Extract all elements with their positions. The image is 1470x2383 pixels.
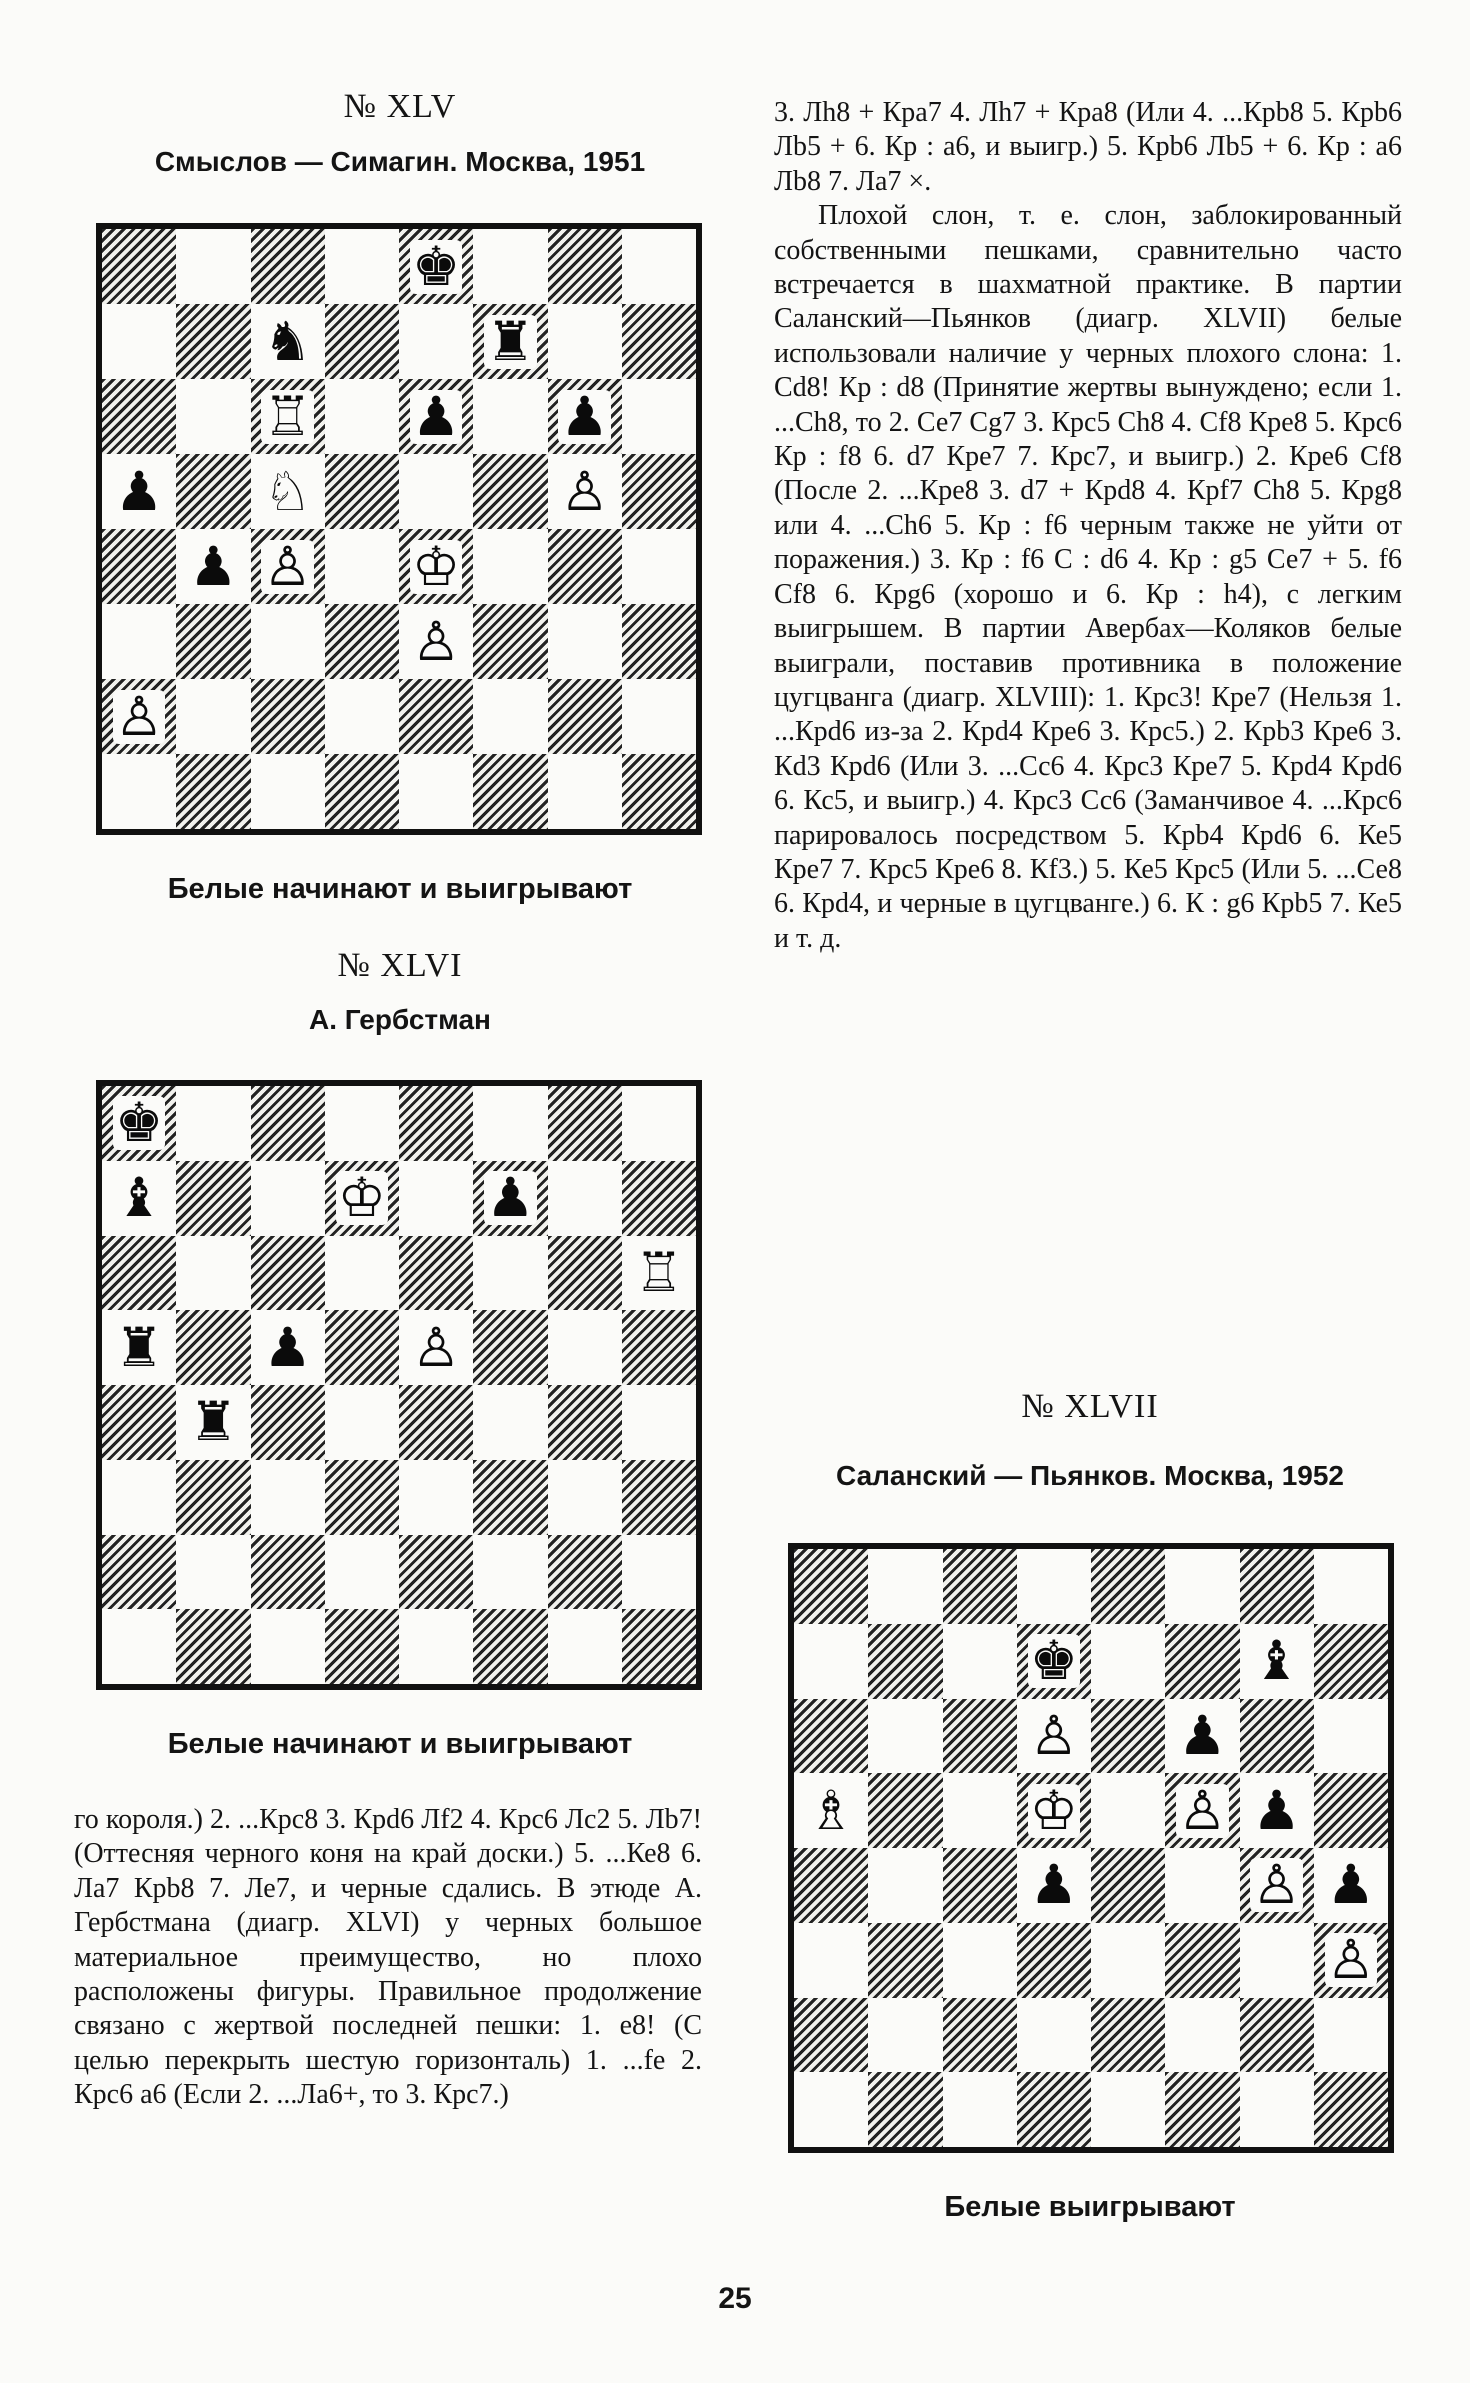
white-bishop-icon: ♗ — [806, 1778, 856, 1842]
square-c5 — [251, 1310, 325, 1385]
square-d7 — [1017, 1624, 1091, 1699]
square-g2 — [548, 679, 622, 754]
square-c2 — [251, 679, 325, 754]
square-f7 — [473, 1161, 547, 1236]
square-e1 — [399, 1609, 473, 1684]
black-pawn-icon: ♟ — [189, 534, 238, 598]
white-pawn-icon: ♙ — [1178, 1778, 1227, 1842]
square-a5 — [794, 1773, 868, 1848]
square-g5 — [548, 1310, 622, 1385]
square-f3 — [473, 604, 547, 679]
white-knight-icon: ♘ — [263, 459, 312, 523]
black-rook-icon: ♜ — [486, 309, 535, 373]
square-b3 — [176, 604, 250, 679]
black-knight-icon: ♞ — [263, 309, 312, 373]
square-a2 — [794, 1998, 868, 2073]
square-b7 — [176, 304, 250, 379]
square-e8 — [1091, 1549, 1165, 1624]
diagram-45-players: Смыслов — Симагин. Москва, 1951 — [154, 146, 646, 177]
black-pawn-icon: ♟ — [1029, 1853, 1079, 1917]
square-g6 — [1240, 1699, 1314, 1774]
diagram-45-caption: Белые начинают и выигрывают — [167, 873, 633, 905]
square-f5 — [473, 1310, 547, 1385]
square-a7 — [794, 1624, 868, 1699]
diagram-47-caption: Белые выигрывают — [944, 2191, 1236, 2223]
square-h4 — [1314, 1848, 1388, 1923]
square-f6 — [1165, 1699, 1239, 1774]
square-e3 — [399, 604, 473, 679]
square-c4 — [251, 1385, 325, 1460]
square-e6 — [399, 379, 473, 454]
square-g2 — [548, 1535, 622, 1610]
black-king-icon: ♚ — [411, 234, 461, 298]
square-d3 — [1017, 1923, 1091, 1998]
white-pawn-icon: ♙ — [1029, 1703, 1079, 1767]
square-g7 — [548, 1161, 622, 1236]
square-e6 — [399, 1236, 473, 1311]
square-h4 — [622, 529, 696, 604]
square-d8 — [325, 229, 399, 304]
chess-board-47 — [788, 1543, 1394, 2153]
square-c2 — [943, 1998, 1017, 2073]
square-h2 — [622, 679, 696, 754]
square-d5 — [1017, 1773, 1091, 1848]
square-e2 — [1091, 1998, 1165, 2073]
square-c3 — [251, 1460, 325, 1535]
square-e2 — [399, 1535, 473, 1610]
square-g1 — [548, 1609, 622, 1684]
square-f4 — [1165, 1848, 1239, 1923]
diagram-47-players: Саланский — Пьянков. Москва, 1952 — [836, 1460, 1344, 1491]
square-h6 — [622, 1236, 696, 1311]
square-b6 — [868, 1699, 942, 1774]
black-pawn-icon: ♟ — [560, 384, 609, 448]
square-h7 — [1314, 1624, 1388, 1699]
square-c6 — [251, 1236, 325, 1311]
square-b6 — [176, 1236, 250, 1311]
square-e7 — [399, 1161, 473, 1236]
square-d4 — [325, 529, 399, 604]
square-f8 — [473, 1086, 547, 1161]
square-b2 — [176, 679, 250, 754]
square-h7 — [622, 304, 696, 379]
square-c7 — [251, 1161, 325, 1236]
square-d3 — [325, 604, 399, 679]
square-h6 — [1314, 1699, 1388, 1774]
square-a6 — [794, 1699, 868, 1774]
square-a3 — [794, 1923, 868, 1998]
square-c3 — [943, 1923, 1017, 1998]
square-h3 — [1314, 1923, 1388, 1998]
square-b8 — [868, 1549, 942, 1624]
square-e4 — [399, 529, 473, 604]
square-a7 — [102, 304, 176, 379]
right-column-text — [774, 96, 1402, 956]
square-a6 — [102, 1236, 176, 1311]
square-a1 — [102, 754, 176, 829]
white-king-icon: ♔ — [411, 534, 461, 598]
square-h2 — [1314, 1998, 1388, 2073]
black-rook-icon: ♜ — [114, 1315, 164, 1379]
square-f7 — [1165, 1624, 1239, 1699]
square-a5 — [102, 454, 176, 529]
square-b3 — [868, 1923, 942, 1998]
square-f8 — [473, 229, 547, 304]
square-h8 — [1314, 1549, 1388, 1624]
white-king-icon: ♔ — [1029, 1778, 1079, 1842]
square-g6 — [548, 1236, 622, 1311]
square-h5 — [622, 1310, 696, 1385]
square-e4 — [399, 1385, 473, 1460]
square-a8 — [102, 1086, 176, 1161]
diagram-45-number: № XLV — [343, 88, 457, 125]
square-c8 — [251, 229, 325, 304]
diagram-47-number: № XLVII — [1021, 1388, 1159, 1425]
square-h7 — [622, 1161, 696, 1236]
square-d1 — [1017, 2072, 1091, 2147]
left-paragraph: го короля.) 2. ...Крс8 3. Крd6 Лf2 4. Крс6 Лс2 5. Лb7! (Оттесняя черного коня на край доски.) 5. ...Ке8 6. Ла7 Крb8 7. Ле7, и черные сдались. В этюде А. Гербстмана (диагр. XLVI) у черных большое материальное преимущество, но плохо расположены фигуры. Правильное продолжение связано с жертвой последней пешки: 1. е8! (С целью перекрыть шестую горизонталь) 1. ...fе 2. Крс6 а6 (Если 2. ...Ла6+, то 3. Крс7.) — [74, 1804, 702, 2111]
square-g3 — [1240, 1923, 1314, 1998]
square-g4 — [548, 529, 622, 604]
square-h5 — [622, 454, 696, 529]
square-d4 — [325, 1385, 399, 1460]
square-c2 — [251, 1535, 325, 1610]
square-c5 — [251, 454, 325, 529]
square-h2 — [622, 1535, 696, 1610]
square-d5 — [325, 454, 399, 529]
square-c4 — [251, 529, 325, 604]
square-h4 — [622, 1385, 696, 1460]
square-e1 — [1091, 2072, 1165, 2147]
chess-board-45 — [96, 223, 702, 835]
square-f6 — [473, 379, 547, 454]
square-a4 — [102, 529, 176, 604]
square-d6 — [1017, 1699, 1091, 1774]
square-d1 — [325, 754, 399, 829]
square-c7 — [943, 1624, 1017, 1699]
diagram-46-caption: Белые начинают и выигрывают — [167, 1728, 633, 1760]
square-a6 — [102, 379, 176, 454]
black-pawn-icon: ♟ — [411, 384, 461, 448]
square-b5 — [176, 1310, 250, 1385]
white-king-icon: ♔ — [337, 1166, 387, 1230]
square-e5 — [399, 1310, 473, 1385]
square-d5 — [325, 1310, 399, 1385]
square-g5 — [1240, 1773, 1314, 1848]
square-b1 — [176, 1609, 250, 1684]
square-d2 — [1017, 1998, 1091, 2073]
black-pawn-icon: ♟ — [263, 1315, 312, 1379]
square-a8 — [794, 1549, 868, 1624]
black-pawn-icon: ♟ — [114, 459, 164, 523]
square-f6 — [473, 1236, 547, 1311]
square-g8 — [548, 1086, 622, 1161]
square-e8 — [399, 229, 473, 304]
square-g6 — [548, 379, 622, 454]
square-d6 — [325, 1236, 399, 1311]
square-b7 — [868, 1624, 942, 1699]
square-a2 — [102, 1535, 176, 1610]
square-g1 — [548, 754, 622, 829]
white-pawn-icon: ♙ — [1326, 1928, 1376, 1992]
square-b5 — [868, 1773, 942, 1848]
square-d1 — [325, 1609, 399, 1684]
square-b1 — [176, 754, 250, 829]
square-h8 — [622, 1086, 696, 1161]
square-c8 — [251, 1086, 325, 1161]
square-f2 — [473, 1535, 547, 1610]
square-a1 — [102, 1609, 176, 1684]
white-pawn-icon: ♙ — [1252, 1853, 1301, 1917]
square-a4 — [102, 1385, 176, 1460]
square-g3 — [548, 1460, 622, 1535]
square-a5 — [102, 1310, 176, 1385]
square-f2 — [1165, 1998, 1239, 2073]
left-column-text — [74, 1803, 702, 2113]
black-king-icon: ♚ — [1029, 1629, 1079, 1693]
diagram-46-players: А. Гербстман — [309, 1004, 491, 1035]
page-number: 25 — [718, 2282, 752, 2315]
square-d4 — [1017, 1848, 1091, 1923]
chess-board-46 — [96, 1080, 702, 1690]
square-e6 — [1091, 1699, 1165, 1774]
square-g8 — [1240, 1549, 1314, 1624]
square-d8 — [325, 1086, 399, 1161]
square-g4 — [1240, 1848, 1314, 1923]
square-e7 — [1091, 1624, 1165, 1699]
square-g5 — [548, 454, 622, 529]
square-f1 — [473, 1609, 547, 1684]
square-b4 — [176, 529, 250, 604]
square-f4 — [473, 529, 547, 604]
square-b2 — [176, 1535, 250, 1610]
square-d3 — [325, 1460, 399, 1535]
square-c7 — [251, 304, 325, 379]
white-pawn-icon: ♙ — [411, 609, 461, 673]
square-f1 — [1165, 2072, 1239, 2147]
square-b5 — [176, 454, 250, 529]
square-g4 — [548, 1385, 622, 1460]
square-d2 — [325, 1535, 399, 1610]
black-rook-icon: ♜ — [189, 1390, 238, 1454]
square-e2 — [399, 679, 473, 754]
square-e5 — [399, 454, 473, 529]
square-e4 — [1091, 1848, 1165, 1923]
square-b4 — [176, 1385, 250, 1460]
square-a8 — [102, 229, 176, 304]
white-pawn-icon: ♙ — [114, 684, 164, 748]
square-e5 — [1091, 1773, 1165, 1848]
square-c1 — [943, 2072, 1017, 2147]
square-b8 — [176, 229, 250, 304]
square-a2 — [102, 679, 176, 754]
square-c1 — [251, 754, 325, 829]
square-h5 — [1314, 1773, 1388, 1848]
square-e1 — [399, 754, 473, 829]
square-c1 — [251, 1609, 325, 1684]
square-b8 — [176, 1086, 250, 1161]
square-e8 — [399, 1086, 473, 1161]
square-a3 — [102, 1460, 176, 1535]
black-bishop-icon: ♝ — [114, 1166, 164, 1230]
square-g7 — [1240, 1624, 1314, 1699]
square-h1 — [622, 1609, 696, 1684]
square-d7 — [325, 304, 399, 379]
right-paragraph-2: Плохой слон, т. е. слон, заблокированный собственными пешками, сравнительно часто встречается в шахматной практике. В партии Саланский—Пьянков (диагр. XLVII) белые использовали наличие у черных плохого слона: 1. Сd8! Кр : d8 (Принятие жертвы вынуждено; если 1. ...Сh8, то 2. Се7 Сg7 3. Крс5 Сh8 4. Сf8 Кре8 5. Крс6 Кр : f8 6. d7 Кре7 7. Крс7, и выигр.) 2. Кре6 Сf8 (После 2. ...Кре8 3. d7 + Крd8 4. Крf7 Сh8 5. Крg8 или 4. ...Сh6 5. Кр : f6 черным также не уйти от поражения.) 3. Кр : f6 С : d6 4. Кр : g5 Се7 + 5. f6 Сf8 6. Крg6 (хорошо и 6. Кр : h4), с легким выигрышем. В партии Авербах—Коляков белые выиграли, поставив противника в положение цугцванга (диагр. XLVIII): 1. Крс3! Кре7 (Нельзя 1. ...Крd6 из-за 2. Крd4 Кре6 3. Крс5.) 2. Крb3 Кре6 3. Кd3 Крd6 (Или 3. ...Сс6 4. Крс3 Кре7 5. Крd4 Крd6 6. Кс5, и выигр.) 4. Крс3 Сс6 (Заманчивое 4. ...Крс6 парировалось посредством 5. Крb4 Крd6 6. Ке5 Кре7 7. Крс5 Кре6 8. Кf3.) 5. Ке5 Крс5 (Или 5. ...Се8 6. Крd4, и черные в цугцванге.) 6. К : g6 Крb5 7. Ке5 и т. д. — [774, 200, 1402, 954]
square-a7 — [102, 1161, 176, 1236]
square-g1 — [1240, 2072, 1314, 2147]
square-f5 — [1165, 1773, 1239, 1848]
square-b1 — [868, 2072, 942, 2147]
square-f8 — [1165, 1549, 1239, 1624]
white-pawn-icon: ♙ — [411, 1315, 461, 1379]
square-f7 — [473, 304, 547, 379]
square-h1 — [622, 754, 696, 829]
square-a1 — [794, 2072, 868, 2147]
black-pawn-icon: ♟ — [486, 1166, 535, 1230]
white-pawn-icon: ♙ — [263, 534, 312, 598]
square-c3 — [251, 604, 325, 679]
white-pawn-icon: ♙ — [560, 459, 609, 523]
square-h1 — [1314, 2072, 1388, 2147]
square-h3 — [622, 1460, 696, 1535]
square-d7 — [325, 1161, 399, 1236]
square-f2 — [473, 679, 547, 754]
square-f3 — [1165, 1923, 1239, 1998]
square-b4 — [868, 1848, 942, 1923]
black-king-icon: ♚ — [114, 1091, 164, 1155]
square-d2 — [325, 679, 399, 754]
black-pawn-icon: ♟ — [1252, 1778, 1301, 1842]
square-f3 — [473, 1460, 547, 1535]
square-h8 — [622, 229, 696, 304]
square-b7 — [176, 1161, 250, 1236]
black-pawn-icon: ♟ — [1178, 1703, 1227, 1767]
square-c4 — [943, 1848, 1017, 1923]
square-e3 — [1091, 1923, 1165, 1998]
square-b2 — [868, 1998, 942, 2073]
square-a3 — [102, 604, 176, 679]
square-b3 — [176, 1460, 250, 1535]
white-rook-icon: ♖ — [263, 384, 312, 448]
square-f5 — [473, 454, 547, 529]
square-c6 — [943, 1699, 1017, 1774]
square-f4 — [473, 1385, 547, 1460]
square-e7 — [399, 304, 473, 379]
diagram-46-number: № XLVI — [337, 947, 463, 984]
black-pawn-icon: ♟ — [1326, 1853, 1376, 1917]
square-c5 — [943, 1773, 1017, 1848]
square-h3 — [622, 604, 696, 679]
black-bishop-icon: ♝ — [1252, 1629, 1301, 1693]
square-h6 — [622, 379, 696, 454]
square-g7 — [548, 304, 622, 379]
square-d8 — [1017, 1549, 1091, 1624]
square-g3 — [548, 604, 622, 679]
square-g2 — [1240, 1998, 1314, 2073]
white-rook-icon: ♖ — [634, 1240, 684, 1304]
square-g8 — [548, 229, 622, 304]
right-paragraph-1: 3. Лh8 + Кра7 4. Лh7 + Кра8 (Или 4. ...Крb8 5. Крb6 Лb5 + 6. Кр : а6, и выигр.) 5. Крb6 Лb5 + 6. Кр : а6 Лb8 7. Ла7 ×. — [774, 97, 1402, 197]
square-b6 — [176, 379, 250, 454]
square-c8 — [943, 1549, 1017, 1624]
square-e3 — [399, 1460, 473, 1535]
square-f1 — [473, 754, 547, 829]
square-c6 — [251, 379, 325, 454]
square-a4 — [794, 1848, 868, 1923]
square-d6 — [325, 379, 399, 454]
